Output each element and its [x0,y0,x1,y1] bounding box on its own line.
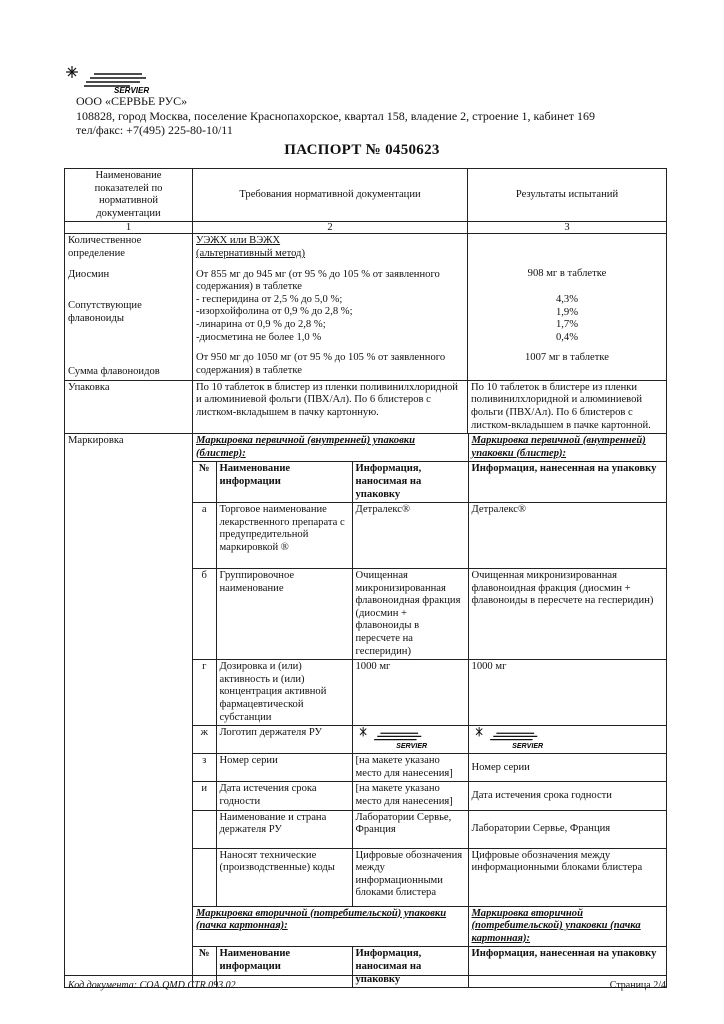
svg-text:SERVIER: SERVIER [395,743,427,750]
marking-row-a: а Торговое наименование лекарственного препарата с предупредительной маркировкой ® Детралекс® Детралекс® [193,503,667,569]
marking-table [193,434,667,987]
col-no: № [193,462,216,503]
quant-name: Количественное определение [68,235,142,259]
servier-logo-small [356,727,452,749]
flav-res-1: 1,9% [555,306,579,318]
flav-req-3: -диосметина не более 1,0 % [196,331,322,343]
header-col2: Требования нормативной документации [193,169,468,222]
header-num3: 3 [468,222,667,234]
primary-req: Маркировка первичной (внутренней) упаковки (блистер): [193,434,468,462]
pack-name: Упаковка [65,380,193,433]
company-address: 108828, город Москва, поселение Краснопахорское, квартал 158, владение 2, строение 1, кабинет 169 [76,108,596,123]
document-code: Код документа: COA.QMD.CTR.093.02 [68,980,236,991]
col-name: Наименование информации [216,462,352,503]
marking-row-holder: Наименование и страна держателя РУ Лаборатории Сервье, Франция Лаборатории Сервье, Франция [193,810,667,848]
sum-req: От 950 мг до 1050 мг (от 95 % до 105 % от заявленного содержания) в таблетке [196,352,446,376]
secondary-res: Маркировка вторичной (потребительской) упаковки (пачка картонная): [468,906,667,947]
marking-row-codes: Наносят технические (производственные) коды Цифровые обозначения между информационными блоками блистера Цифровые обозначения между информационными блоками блистера [193,848,667,906]
logo-text: SERVIER [114,86,150,94]
svg-text:SERVIER: SERVIER [511,743,543,750]
pack-res: По 10 таблеток в блистере из пленки поливинилхлоридной и алюминиевой фольги (ПВХ/Ал). По 6 блистеров с листком-вкладышем в пачке картонной. [468,380,667,433]
method-alt: (альтернативный метод) [196,247,305,259]
header-num2: 2 [193,222,468,234]
marking-row-b: б Группировочное наименование Очищенная микронизированная флавоноидная фракция (диосмин + флавоноиды в пересчете на гесперидин) Очищенная микронизированная флавоноидная фракция (диосмин + флавоноиды в пересчете на гесперидин) [193,569,667,660]
footer-divider [64,975,666,976]
logo-cell-req [352,726,468,754]
col-res: Информация, нанесенная на упаковку [468,462,667,503]
col-name-2: Наименование информации [216,947,352,987]
col-info-2: Информация, наносимая на упаковку [352,947,468,987]
passport-table [64,168,667,988]
col-res-2: Информация, нанесенная на упаковку [468,947,667,987]
flav-req-0: - гесперидина от 2,5 % до 5,0 %; [196,293,343,305]
quant-row [65,234,667,380]
method-primary: УЭЖХ или ВЭЖХ [196,235,281,247]
secondary-req: Маркировка вторичной (потребительской) упаковки (пачка картонная): [193,906,468,947]
logo-cell-res [468,726,667,754]
flav-name: Сопутствующие флавоноиды [68,300,142,324]
pack-row [65,380,667,433]
header-col1: Наименование показателей по нормативной документации [65,169,193,222]
company-phone: тел/факс: +7(495) 225-80-10/11 [76,123,233,137]
servier-logo [64,66,184,94]
servier-logo-small-res [472,727,568,749]
page-number: Страница 2/4 [609,980,666,991]
header-col3: Результаты испытаний [468,169,667,222]
flav-res-0: 4,3% [555,293,579,305]
flav-res-3: 0,4% [555,331,579,343]
pack-req: По 10 таблеток в блистер из пленки поливинилхлоридной и алюминиевой фольги (ПВХ/Ал). По 6 блистеров с листком-вкладышем в пачку картонную. [193,380,468,433]
sum-res: 1007 мг в таблетке [525,352,609,364]
col-no-2: № [193,947,216,987]
header-num1: 1 [65,222,193,234]
primary-res: Маркировка первичной (внутренней) упаковки (блистер): [468,434,667,462]
document-title: ПАСПОРТ № 0450623 [284,142,440,158]
company-name: ООО «СЕРВЬЕ РУС» [76,94,188,108]
marking-row-g: г Дозировка и (или) активность и (или) концентрация активной фармацевтической субстанции 1000 мг 1000 мг [193,660,667,726]
flav-req-1: -изорхойфолина от 0,9 % до 2,8 %; [196,306,353,318]
sum-name: Сумма флавоноидов [68,366,160,378]
diosmin-res: 908 мг в таблетке [527,268,607,280]
diosmin-name: Диосмин [68,268,110,280]
marking-row [65,434,667,988]
marking-row-zh: ж Логотип держателя РУ SERVIER SERVIER [193,726,667,754]
col-info: Информация, наносимая на упаковку [352,462,468,503]
flav-req-2: -линарина от 0,9 % до 2,8 %; [196,318,326,330]
marking-name: Маркировка [65,434,193,988]
diosmin-req: От 855 мг до 945 мг (от 95 % до 105 % от заявленного содержания) в таблетке [196,268,440,293]
marking-row-z: з Номер серии [на макете указано место для нанесения] Номер серии [193,754,667,782]
marking-row-i: и Дата истечения срока годности [на макете указано место для нанесения] Дата истечения срока годности [193,782,667,810]
company-block [76,94,595,138]
flav-res-2: 1,7% [555,319,579,331]
